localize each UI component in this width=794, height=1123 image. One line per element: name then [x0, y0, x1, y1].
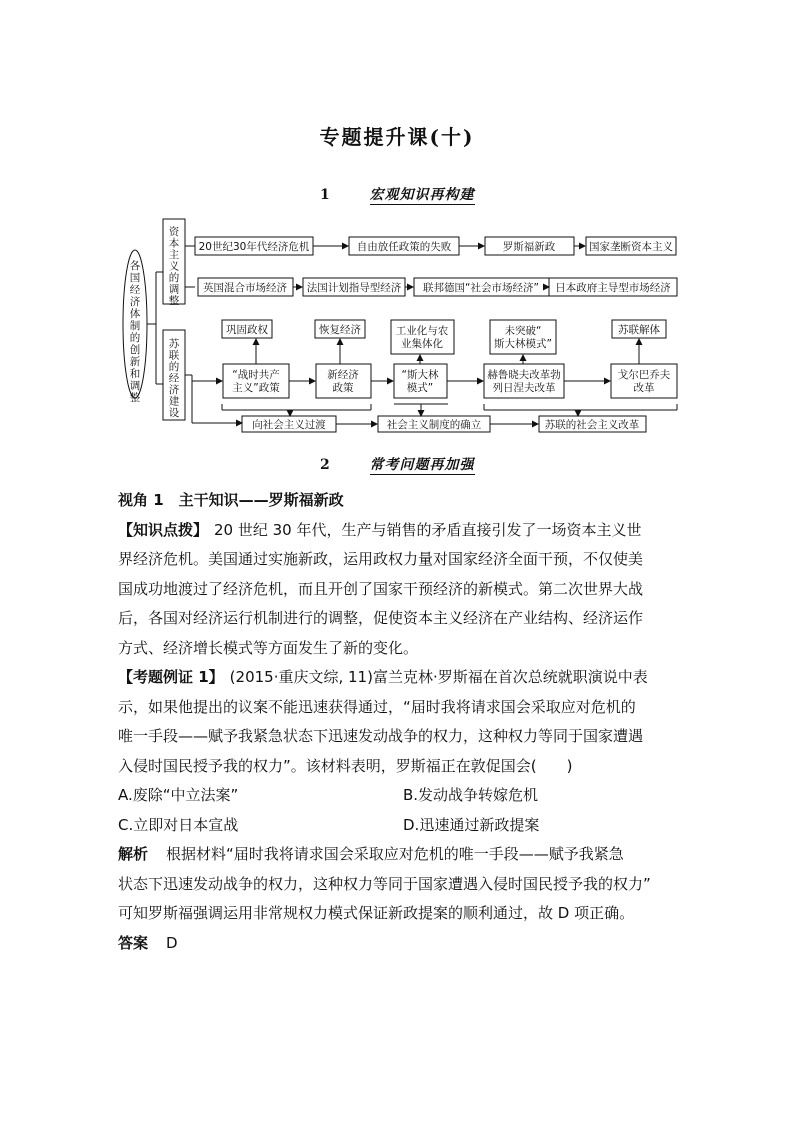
cap-row1-label-3: 罗斯福新政 — [502, 241, 556, 253]
section-1-label: 宏观知识再构建 — [369, 187, 475, 203]
analysis-line-1: 根据材料“届时我将请求国会采取应对危机的唯一手段——赋予我紧急 — [166, 845, 624, 863]
knowledge-structure-diagram — [118, 212, 688, 444]
section-2-label: 常考问题再加强 — [369, 457, 475, 473]
analysis-line-2: 状态下迅速发动战争的权力，这种权力等同于国家遭遇入侵时国民授予我的权力” — [118, 874, 651, 893]
soviet-mid-label-3: “斯大林模式” — [401, 369, 439, 394]
section-1-number: 1 — [320, 187, 330, 203]
root-label: 各国经济体制的创新和调整 — [129, 260, 141, 404]
answer-label: 答案 — [118, 933, 149, 952]
soviet-top-label-4: 未突破“斯大林模式” — [494, 325, 552, 350]
tip-line-3: 国成功地渡过了经济危机，而且开创了国家干预经济的新模式。第二次世界大战 — [118, 579, 644, 598]
tip-line-2: 界经济危机。美国通过实施新政，运用政权力量对国家经济全面干预，不仅使美 — [118, 550, 644, 568]
example-line-4: 入侵时国民授予我的权力”。该材料表明，罗斯福正在敦促国会( ) — [118, 756, 573, 775]
soviet-bottom-label-3: 苏联的社会主义改革 — [544, 419, 640, 431]
section-2-heading — [320, 454, 475, 474]
cap-row1-label-1: 20世纪30年代经济危机 — [198, 241, 310, 253]
example-label: 【考题例证 1】 — [118, 668, 224, 686]
section-2-number: 2 — [320, 457, 330, 473]
cap-row2-label-2: 法国计划指导型经济 — [306, 282, 402, 294]
soviet-top-label-1: 巩固政权 — [226, 324, 268, 336]
example-line-1: (2015·重庆文综, 11)富兰克林·罗斯福在首次总统就职演说中表 — [229, 668, 648, 686]
option-a: A.废除“中立法案” — [118, 786, 239, 804]
soviet-top-label-2: 恢复经济 — [319, 324, 361, 336]
tip-line-1: 20 世纪 30 年代，生产与销售的矛盾直接引发了一场资本主义世 — [214, 520, 642, 539]
cap-row1-label-4: 国家垄断资本主义 — [589, 241, 673, 253]
page-title: 专题提升课(十) — [319, 125, 475, 149]
soviet-bottom-label-1: 向社会主义过渡 — [252, 419, 326, 431]
option-c: C.立即对日本宣战 — [118, 815, 239, 834]
cap-row2-label-4: 日本政府主导型市场经济 — [555, 282, 671, 294]
soviet-bottom-label-2: 社会主义制度的确立 — [386, 419, 482, 431]
option-d: D.迅速通过新政提案 — [403, 815, 540, 834]
section-1-heading — [320, 184, 475, 204]
soviet-mid-label-1: “战时共产主义”政策 — [232, 369, 280, 394]
soviet-top-label-5: 苏联解体 — [618, 324, 660, 336]
soviet-top-label-3: 工业化与农业集体化 — [395, 325, 449, 350]
branch-soviet-label: 苏联的经济建设 — [168, 338, 180, 419]
cap-row2-label-3: 联邦德国“社会市场经济” — [423, 282, 539, 294]
content-body — [118, 486, 678, 958]
tip-line-5: 方式、经济增长模式等方面发生了新的变化。 — [118, 638, 419, 657]
option-b: B.发动战争转嫁危机 — [403, 786, 539, 804]
example-line-3: 唯一手段——赋予我紧急状态下迅速发动战争的权力，这种权力等同于国家遭遇 — [118, 727, 644, 745]
analysis-label: 解析 — [118, 845, 149, 863]
analysis-line-3: 可知罗斯福强调运用非常规权力模式保证新政提案的顺利通过，故 D 项正确。 — [118, 904, 635, 922]
answer-value: D — [166, 933, 178, 952]
tip-line-4: 后，各国对经济运行机制进行的调整，促使资本主义经济在产业结构、经济运作 — [118, 609, 644, 627]
cap-row2-label-1: 英国混合市场经济 — [203, 282, 287, 294]
soviet-mid-label-2: 新经济政策 — [327, 369, 359, 394]
angle-heading: 视角 1 主干知识——罗斯福新政 — [118, 491, 344, 509]
tip-label: 【知识点拨】 — [118, 520, 209, 539]
cap-row1-label-2: 自由放任政策的失败 — [356, 241, 452, 253]
soviet-mid-label-4: 赫鲁晓夫改革勃列日涅夫改革 — [487, 369, 561, 394]
branch-capitalism-label: 资本主义的调整 — [168, 226, 180, 307]
soviet-mid-label-5: 戈尔巴乔夫改革 — [617, 369, 671, 394]
example-line-2: 示，如果他提出的议案不能迅速获得通过，“届时我将请求国会采取应对危机的 — [118, 697, 636, 716]
